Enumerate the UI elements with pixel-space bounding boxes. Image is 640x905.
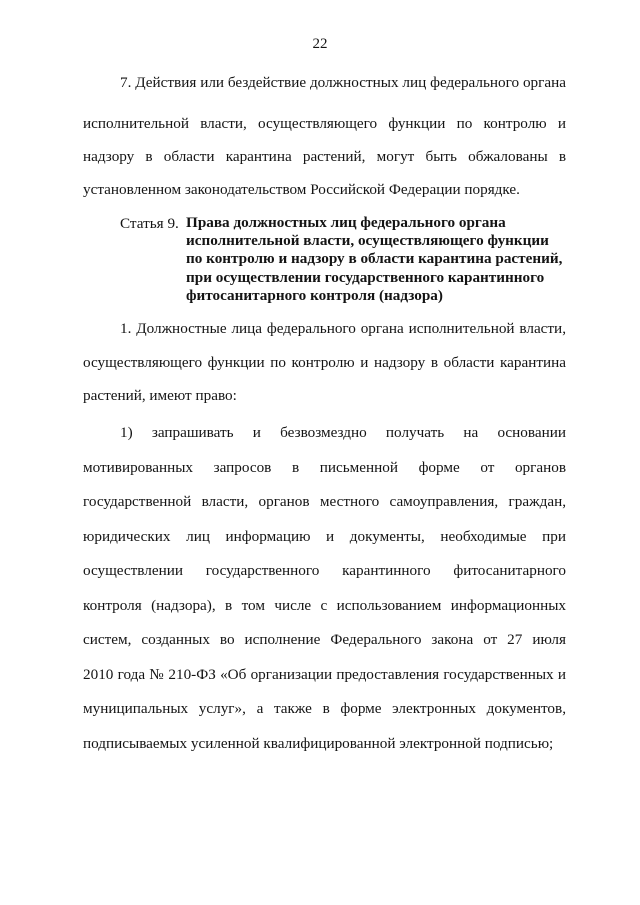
text-line: осуществляющего функции по контролю и надзору в области карантина [83, 354, 566, 371]
text-line: мотивированных запросов в письменной форме от органов [83, 459, 566, 476]
article-label: Статья 9. [120, 215, 179, 232]
page-number: 22 [312, 36, 328, 52]
article-title-line: фитосанитарного контроля (надзора) [186, 286, 443, 304]
article-title-line: Права должностных лиц федерального органа [186, 214, 506, 231]
text-line: муниципальных услуг», а также в форме электронных документов, [83, 700, 566, 717]
text-line: 1) запрашивать и безвозмездно получать на основании [120, 424, 566, 441]
article-title-line: при осуществлении государственного карантинного [186, 268, 545, 286]
text-line: контроля (надзора), в том числе с использованием информационных [83, 597, 566, 614]
text-line: государственной власти, органов местного самоуправления, граждан, [83, 493, 566, 510]
text-line: 1. Должностные лица федерального органа исполнительной власти, [120, 320, 566, 337]
text-line: осуществлении государственного карантинного фитосанитарного [83, 562, 566, 579]
text-line: 7. Действия или бездействие должностных лиц федерального органа [120, 74, 566, 91]
text-line: юридических лиц информацию и документы, необходимые при [83, 528, 566, 545]
article-title [186, 214, 566, 305]
text-line: установленном законодательством Российской Федерации порядке. [83, 181, 520, 198]
text-line: растений, имеют право: [83, 387, 237, 404]
text-line: систем, созданных во исполнение Федерального закона от 27 июля [83, 631, 566, 648]
text-line: исполнительной власти, осуществляющего функции по контролю и [83, 115, 566, 132]
article-title-line: по контролю и надзору в области карантина растений, [186, 250, 563, 268]
text-line: 2010 года № 210-ФЗ «Об организации предоставления государственных и [83, 666, 566, 683]
article-title-line: исполнительной власти, осуществляющего функции [186, 232, 549, 250]
text-line: надзору в области карантина растений, могут быть обжалованы в [83, 148, 566, 165]
text-line: подписываемых усиленной квалифицированной электронной подписью; [83, 735, 554, 752]
